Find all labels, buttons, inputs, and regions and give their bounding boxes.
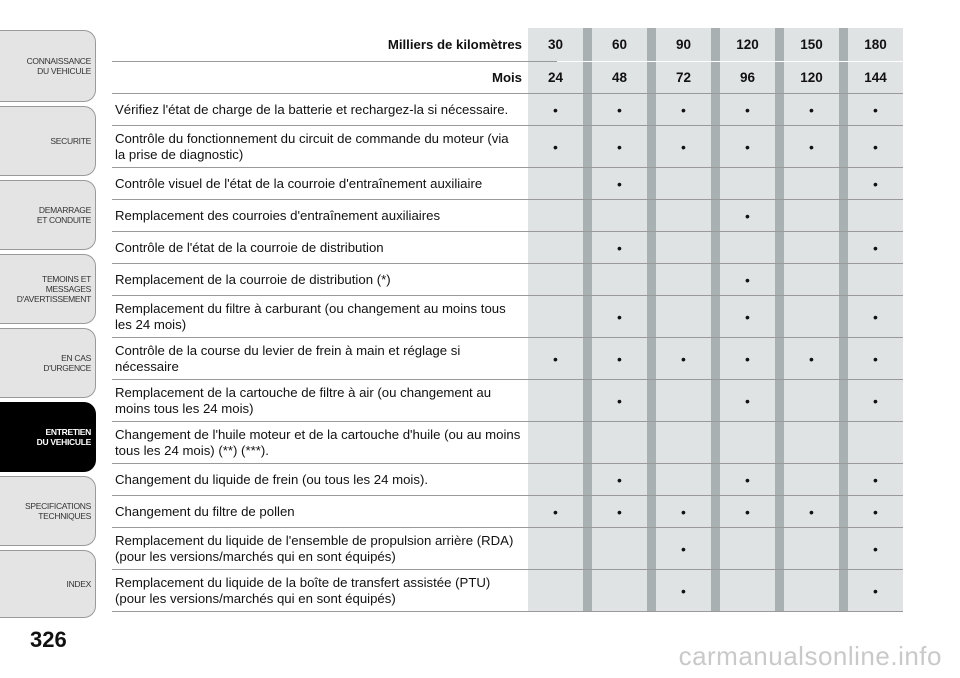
table-row xyxy=(112,496,903,528)
maintenance-dot: • xyxy=(873,503,878,520)
interval-cell xyxy=(592,570,647,611)
interval-cell xyxy=(656,464,711,495)
operation-label: Remplacement du liquide de l'ensemble de propulsion arrière (RDA) (pour les versions/marchés qui en sont équipés) xyxy=(115,532,514,564)
interval-cell xyxy=(528,296,583,337)
interval-cell xyxy=(592,126,647,167)
operation-label: Vérifiez l'état de charge de la batterie et rechargez-la si nécessaire. xyxy=(115,101,509,117)
interval-cell xyxy=(528,338,583,379)
tab-entretien-du-vehicule[interactable]: ENTRETIEN DU VEHICULE xyxy=(0,402,96,472)
maintenance-dot: • xyxy=(681,138,686,155)
maintenance-dot: • xyxy=(873,138,878,155)
operation-label: Changement de l'huile moteur et de la cartouche d'huile (ou au moins tous les 24 mois) (**) (***). xyxy=(115,426,521,458)
interval-cell xyxy=(656,168,711,199)
interval-cell xyxy=(592,496,647,527)
maintenance-dot: • xyxy=(873,175,878,192)
interval-cell xyxy=(656,422,711,463)
km-cell: 120 xyxy=(720,28,775,61)
maintenance-dot: • xyxy=(617,471,622,488)
table-row xyxy=(112,338,903,380)
maintenance-dot: • xyxy=(681,350,686,367)
maintenance-dot: • xyxy=(745,271,750,288)
interval-cell xyxy=(528,264,583,295)
operation-label: Remplacement de la cartouche de filtre à air (ou changement au moins tous les 24 mois) xyxy=(115,384,492,416)
interval-cell xyxy=(784,126,839,167)
interval-cell xyxy=(784,94,839,125)
interval-cell xyxy=(592,168,647,199)
interval-cell xyxy=(592,232,647,263)
interval-cell xyxy=(784,496,839,527)
operation-label: Remplacement du filtre à carburant (ou changement au moins tous les 24 mois) xyxy=(115,300,506,332)
interval-cell xyxy=(720,338,775,379)
interval-cell xyxy=(592,94,647,125)
maintenance-dot: • xyxy=(809,503,814,520)
maintenance-dot: • xyxy=(873,582,878,599)
tab-connaissance-du-vehicule[interactable]: CONNAISSANCE DU VEHICULE xyxy=(0,30,96,102)
interval-cell xyxy=(592,528,647,569)
interval-cell xyxy=(656,380,711,421)
operation-label: Remplacement des courroies d'entraînement auxiliaires xyxy=(115,207,441,223)
table-row xyxy=(112,422,903,464)
maintenance-dot: • xyxy=(873,540,878,557)
interval-cell xyxy=(720,496,775,527)
months-cell: 24 xyxy=(528,62,583,93)
table-row xyxy=(112,168,903,200)
interval-cell xyxy=(720,380,775,421)
interval-cell xyxy=(848,168,903,199)
months-cell: 48 xyxy=(592,62,647,93)
interval-cell xyxy=(848,496,903,527)
maintenance-dot: • xyxy=(745,101,750,118)
interval-cell xyxy=(848,380,903,421)
table-row xyxy=(112,296,903,338)
interval-cell xyxy=(656,126,711,167)
operation-label: Changement du liquide de frein (ou tous les 24 mois). xyxy=(115,471,429,487)
tab-temoins-et-messages[interactable]: TEMOINS ET MESSAGES D'AVERTISSEMENT xyxy=(0,254,96,324)
table-row xyxy=(112,570,903,612)
interval-cell xyxy=(848,464,903,495)
maintenance-dot: • xyxy=(617,175,622,192)
interval-cell xyxy=(848,296,903,337)
interval-cell xyxy=(784,232,839,263)
operation-label: Contrôle du fonctionnement du circuit de commande du moteur (via la prise de diagnostic) xyxy=(115,130,509,162)
interval-cell xyxy=(592,296,647,337)
table-row xyxy=(112,94,903,126)
maintenance-dot: • xyxy=(745,392,750,409)
interval-cell xyxy=(784,464,839,495)
interval-cell xyxy=(720,168,775,199)
operation-label: Contrôle de l'état de la courroie de distribution xyxy=(115,239,384,255)
interval-cell xyxy=(656,496,711,527)
months-header-label: Mois xyxy=(491,69,522,85)
maintenance-dot: • xyxy=(873,392,878,409)
maintenance-dot: • xyxy=(681,101,686,118)
interval-cell xyxy=(720,296,775,337)
maintenance-dot: • xyxy=(745,207,750,224)
maintenance-dot: • xyxy=(553,138,558,155)
km-header-label: Milliers de kilomètres xyxy=(387,36,522,52)
page-number: 326 xyxy=(30,627,67,652)
km-cell: 60 xyxy=(592,28,647,61)
tab-en-cas-d-urgence[interactable]: EN CAS D'URGENCE xyxy=(0,328,96,398)
maintenance-dot: • xyxy=(617,101,622,118)
table-row xyxy=(112,264,903,296)
interval-cell xyxy=(848,528,903,569)
interval-cell xyxy=(720,232,775,263)
interval-cell xyxy=(656,338,711,379)
interval-cell xyxy=(528,570,583,611)
km-cell: 90 xyxy=(656,28,711,61)
maintenance-dot: • xyxy=(745,308,750,325)
interval-cell xyxy=(848,338,903,379)
table-row xyxy=(112,200,903,232)
operation-label: Remplacement de la courroie de distribution (*) xyxy=(115,271,391,287)
interval-cell xyxy=(592,264,647,295)
maintenance-dot: • xyxy=(873,101,878,118)
interval-cell xyxy=(656,296,711,337)
maintenance-dot: • xyxy=(617,350,622,367)
maintenance-table xyxy=(112,28,903,612)
months-cell: 144 xyxy=(848,62,903,93)
maintenance-dot: • xyxy=(553,101,558,118)
maintenance-dot: • xyxy=(745,471,750,488)
interval-cell xyxy=(656,94,711,125)
maintenance-dot: • xyxy=(617,503,622,520)
interval-cell xyxy=(592,464,647,495)
tab-index[interactable]: INDEX xyxy=(0,550,96,618)
months-cell: 96 xyxy=(720,62,775,93)
interval-cell xyxy=(656,200,711,231)
interval-cell xyxy=(528,422,583,463)
maintenance-dot: • xyxy=(681,582,686,599)
maintenance-dot: • xyxy=(553,503,558,520)
interval-cell xyxy=(720,126,775,167)
table-body xyxy=(112,94,903,612)
header-row-km xyxy=(112,28,903,61)
interval-cell xyxy=(528,168,583,199)
maintenance-dot: • xyxy=(745,503,750,520)
maintenance-dot: • xyxy=(745,350,750,367)
interval-cell xyxy=(656,264,711,295)
maintenance-dot: • xyxy=(809,101,814,118)
interval-cell xyxy=(784,338,839,379)
interval-cell xyxy=(784,422,839,463)
maintenance-dot: • xyxy=(553,350,558,367)
interval-cell xyxy=(720,94,775,125)
table-row xyxy=(112,232,903,264)
km-cell: 150 xyxy=(784,28,839,61)
operation-label: Remplacement du liquide de la boîte de transfert assistée (PTU) (pour les versions/marchés qui en sont équipés) xyxy=(115,574,491,606)
maintenance-dot: • xyxy=(873,239,878,256)
tab-specifications-techniques[interactable]: SPECIFICATIONS TECHNIQUES xyxy=(0,476,96,546)
interval-cell xyxy=(848,126,903,167)
interval-cell xyxy=(720,422,775,463)
tab-securite[interactable]: SECURITE xyxy=(0,106,96,176)
interval-cell xyxy=(848,264,903,295)
interval-cell xyxy=(592,200,647,231)
interval-cell xyxy=(784,200,839,231)
months-cell: 120 xyxy=(784,62,839,93)
interval-cell xyxy=(848,422,903,463)
interval-cell xyxy=(720,570,775,611)
km-cell: 30 xyxy=(528,28,583,61)
interval-cell xyxy=(528,380,583,421)
maintenance-dot: • xyxy=(745,138,750,155)
maintenance-dot: • xyxy=(873,308,878,325)
interval-cell xyxy=(784,296,839,337)
interval-cell xyxy=(528,200,583,231)
maintenance-dot: • xyxy=(617,392,622,409)
watermark: carmanualsonline.info xyxy=(678,641,942,671)
tab-demarrage-et-conduite[interactable]: DEMARRAGE ET CONDUITE xyxy=(0,180,96,250)
maintenance-dot: • xyxy=(681,540,686,557)
interval-cell xyxy=(784,380,839,421)
interval-cell xyxy=(848,232,903,263)
operation-label: Contrôle de la course du levier de frein à main et réglage si nécessaire xyxy=(115,342,461,374)
interval-cell xyxy=(656,528,711,569)
km-cell: 180 xyxy=(848,28,903,61)
interval-cell xyxy=(592,380,647,421)
sidebar-tabs xyxy=(0,0,96,620)
interval-cell xyxy=(528,126,583,167)
interval-cell xyxy=(784,264,839,295)
maintenance-dot: • xyxy=(873,350,878,367)
interval-cell xyxy=(720,528,775,569)
maintenance-dot: • xyxy=(809,138,814,155)
maintenance-dot: • xyxy=(617,138,622,155)
table-row xyxy=(112,126,903,168)
interval-cell xyxy=(528,464,583,495)
interval-cell xyxy=(784,528,839,569)
header-row-months xyxy=(112,62,903,94)
months-cell: 72 xyxy=(656,62,711,93)
interval-cell xyxy=(528,528,583,569)
maintenance-dot: • xyxy=(617,308,622,325)
maintenance-dot: • xyxy=(681,503,686,520)
maintenance-dot: • xyxy=(873,471,878,488)
maintenance-dot: • xyxy=(617,239,622,256)
table-row xyxy=(112,464,903,496)
operation-label: Changement du filtre de pollen xyxy=(115,503,295,519)
interval-cell xyxy=(848,570,903,611)
interval-cell xyxy=(784,570,839,611)
interval-cell xyxy=(848,94,903,125)
interval-cell xyxy=(720,264,775,295)
interval-cell xyxy=(592,338,647,379)
interval-cell xyxy=(720,200,775,231)
interval-cell xyxy=(784,168,839,199)
interval-cell xyxy=(528,232,583,263)
table-row xyxy=(112,380,903,422)
interval-cell xyxy=(528,94,583,125)
interval-cell xyxy=(848,200,903,231)
interval-cell xyxy=(656,570,711,611)
interval-cell xyxy=(528,496,583,527)
interval-cell xyxy=(656,232,711,263)
table-row xyxy=(112,528,903,570)
interval-cell xyxy=(720,464,775,495)
operation-label: Contrôle visuel de l'état de la courroie d'entraînement auxiliaire xyxy=(115,175,483,191)
maintenance-dot: • xyxy=(809,350,814,367)
interval-cell xyxy=(592,422,647,463)
